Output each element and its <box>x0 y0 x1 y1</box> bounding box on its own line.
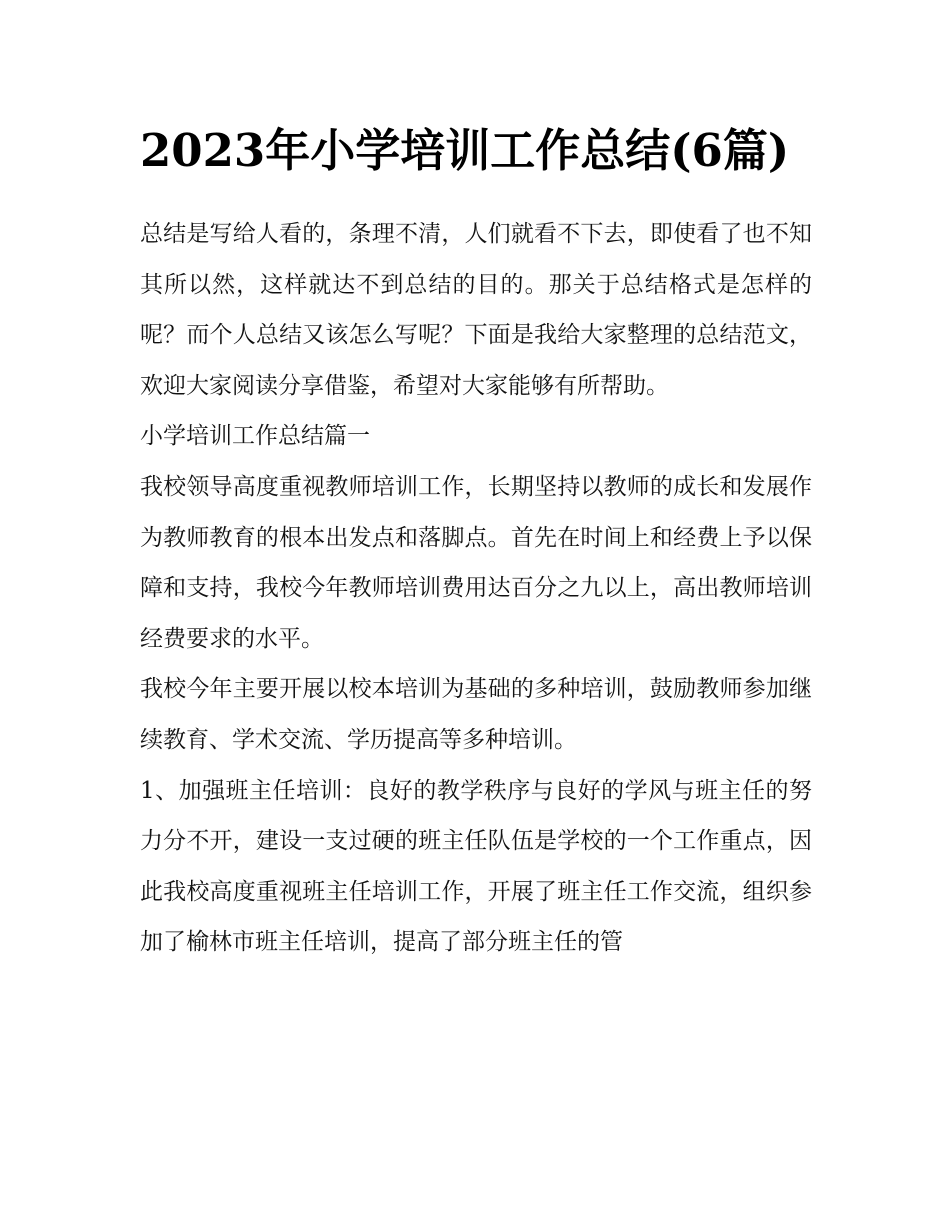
document-title: 2023年小学培训工作总结(6篇) <box>140 124 790 177</box>
body-paragraph: 我校今年主要开展以校本培训为基础的多种培训，鼓励教师参加继续教育、学术交流、学历提高等多种培训。 <box>140 676 812 753</box>
intro-paragraph: 总结是写给人看的，条理不清，人们就看不下去，即使看了也不知其所以然，这样就达不到总结的目的。那关于总结格式是怎样的呢？而个人总结又该怎么写呢？下面是我给大家整理的总结范文，欢迎大家阅读分享借鉴，希望对大家能够有所帮助。 <box>140 221 812 399</box>
document-content <box>140 118 812 968</box>
body-paragraph: 我校领导高度重视教师培训工作，长期坚持以教师的成长和发展作为教师教育的根本出发点和落脚点。首先在时间上和经费上予以保障和支持，我校今年教师培训费用达百分之九以上，高出教师培训经费要求的水平。 <box>140 473 812 652</box>
list-item-paragraph: 1、加强班主任培训：良好的教学秩序与良好的学风与班主任的努力分不开，建设一支过硬的班主任队伍是学校的一个工作重点，因此我校高度重视班主任培训工作，开展了班主任工作交流，组织参加了榆林市班主任培训，提高了部分班主任的管 <box>140 777 812 956</box>
section-heading: 小学培训工作总结篇一 <box>140 423 370 450</box>
document-body <box>140 209 812 968</box>
